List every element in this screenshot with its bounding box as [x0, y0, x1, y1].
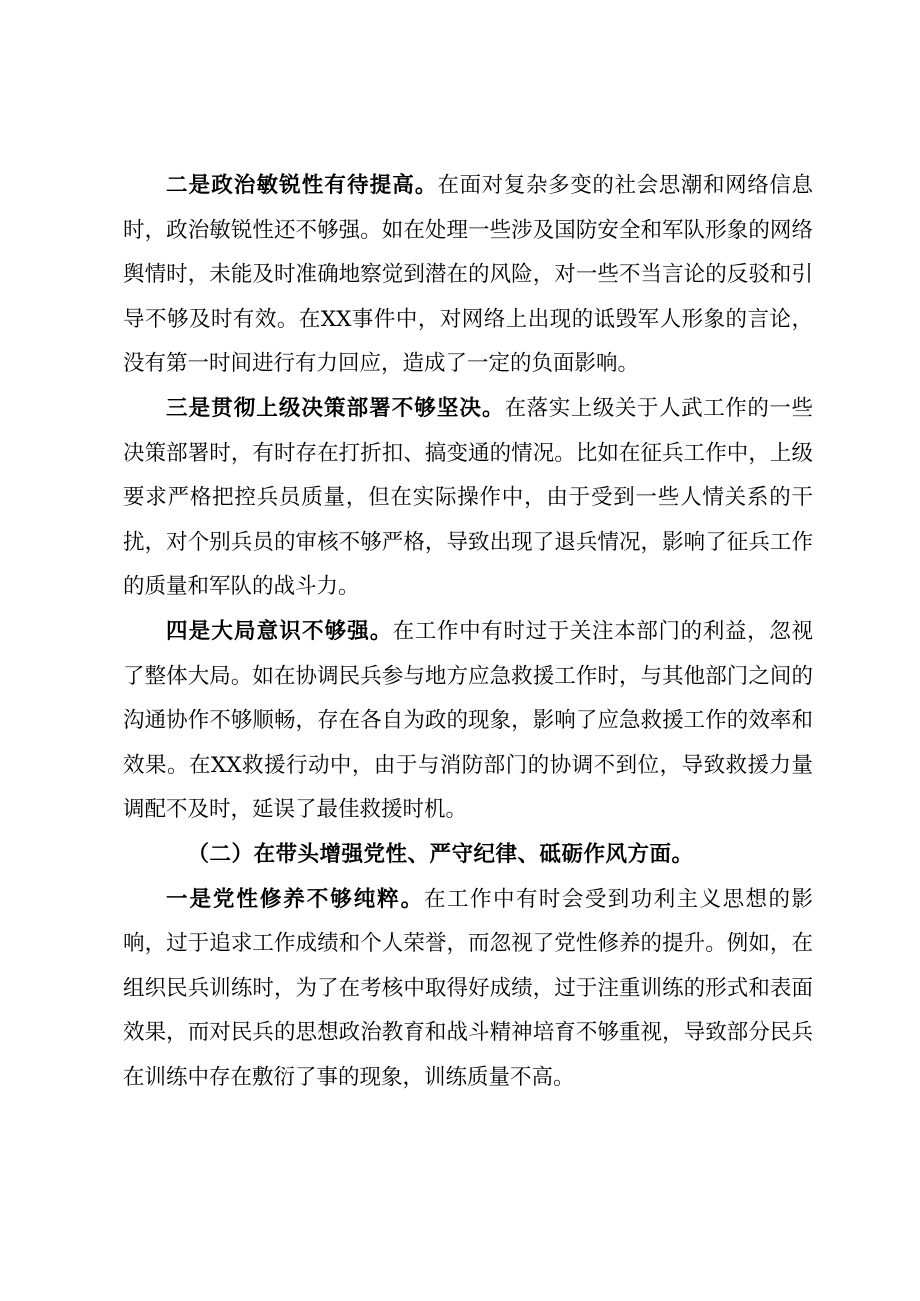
section-heading: （二）在带头增强党性、严守纪律、砥砺作风方面。 — [187, 841, 694, 867]
paragraph-party-spirit — [123, 878, 813, 1101]
paragraph-text: 在工作中有时过于关注本部门的利益，忽视了整体大局。如在协调民兵参与地方应急救援工作时，与其他部门之间的沟通协作不够顺畅，存在各自为政的现象，影响了应急救援工作的效率和效果。在XX救援行动中，由于与消防部门的协调不到位，导致救援力量调配不及时，延误了最佳救援时机。 — [123, 618, 813, 823]
paragraph-text: 在面对复杂多变的社会思潮和网络信息时，政治敏锐性还不够强。如在处理一些涉及国防安全和军队形象的网络舆情时，未能及时准确地察觉到潜在的风险，对一些不当言论的反驳和引导不够及时有效。在XX事件中，对网络上出现的诋毁军人形象的言论，没有第一时间进行有力回应，造成了一定的负面影响。 — [123, 173, 813, 377]
paragraph-implementing-decisions — [123, 387, 813, 610]
document-body — [123, 164, 813, 1100]
paragraph-lead: 一是党性修养不够纯粹。 — [166, 886, 425, 912]
paragraph-lead: 四是大局意识不够强。 — [166, 618, 393, 644]
paragraph-lead: 二是政治敏锐性有待提高。 — [166, 173, 438, 198]
paragraph-text: 在工作中有时会受到功利主义思想的影响，过于追求工作成绩和个人荣誉，而忽视了党性修养的提升。例如，在组织民兵训练时，为了在考核中取得好成绩，过于注重训练的形式和表面效果，而对民兵的思想政治教育和战斗精神培育不够重视，导致部分民兵在训练中存在敷衍了事的现象，训练质量不高。 — [123, 886, 813, 1090]
paragraph-overall-awareness — [123, 610, 813, 833]
paragraph-text: 在落实上级关于人武工作的一些决策部署时，有时存在打折扣、搞变通的情况。比如在征兵工作中，上级要求严格把控兵员质量，但在实际操作中，由于受到一些人情关系的干扰，对个别兵员的审核不够严格，导致出现了退兵情况，影响了征兵工作的质量和军队的战斗力。 — [123, 395, 813, 600]
paragraph-political-sensitivity — [123, 164, 813, 387]
paragraph-lead: 三是贯彻上级决策部署不够坚决。 — [166, 395, 505, 421]
